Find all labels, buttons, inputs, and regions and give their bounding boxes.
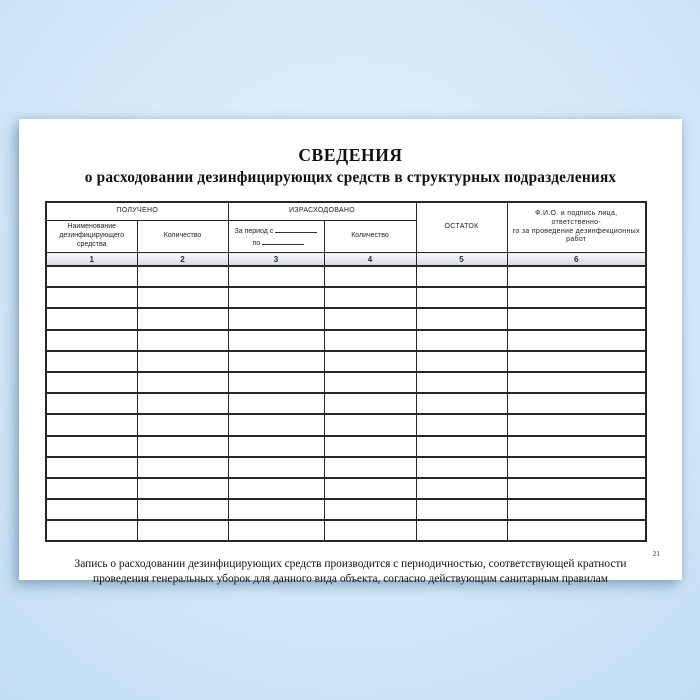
empty-cell — [324, 393, 416, 414]
empty-cell — [416, 287, 507, 308]
table-row — [46, 520, 646, 541]
empty-cell — [324, 287, 416, 308]
empty-cell — [507, 308, 646, 329]
empty-cell — [507, 372, 646, 393]
table-row — [46, 308, 646, 329]
header-received: ПОЛУЧЕНО — [46, 202, 228, 221]
table-row — [46, 414, 646, 435]
table-row — [46, 266, 646, 287]
period-to-label: по — [235, 237, 321, 249]
table-row — [46, 393, 646, 414]
empty-cell — [137, 520, 228, 541]
empty-cell — [228, 436, 324, 457]
column-number: 2 — [137, 253, 228, 267]
empty-cell — [137, 372, 228, 393]
empty-cell — [416, 478, 507, 499]
footnote-line1: Запись о расходовании дезинфицирующих средств производится с периодичностью, соответствующей кратности — [74, 558, 627, 571]
empty-cell — [46, 436, 137, 457]
document-page — [19, 119, 682, 585]
header-fio-line1: Ф.И.О. и подпись лица, ответственно- — [535, 210, 618, 226]
empty-cell — [507, 457, 646, 478]
empty-cell — [228, 414, 324, 435]
empty-cell — [228, 499, 324, 520]
empty-cell — [416, 520, 507, 541]
period-from-blank — [275, 225, 317, 233]
empty-cell — [46, 287, 137, 308]
empty-cell — [228, 330, 324, 351]
page-subtitle: о расходовании дезинфицирующих средств в структурных подразделениях — [84, 169, 617, 186]
page-number: 21 — [652, 549, 660, 558]
empty-cell — [228, 308, 324, 329]
footnote — [19, 557, 682, 586]
empty-cell — [228, 457, 324, 478]
header-quantity-received: Количество — [137, 221, 228, 253]
empty-cell — [46, 478, 137, 499]
empty-cell — [46, 457, 137, 478]
empty-cell — [507, 266, 646, 287]
empty-cell — [416, 308, 507, 329]
empty-cell — [46, 499, 137, 520]
table-row — [46, 436, 646, 457]
empty-cell — [507, 287, 646, 308]
empty-cell — [46, 266, 137, 287]
empty-cell — [507, 414, 646, 435]
table-row — [46, 372, 646, 393]
empty-cell — [46, 414, 137, 435]
empty-cell — [324, 330, 416, 351]
empty-cell — [324, 478, 416, 499]
table-row — [46, 478, 646, 499]
empty-cell — [416, 499, 507, 520]
empty-cell — [416, 330, 507, 351]
empty-cell — [507, 499, 646, 520]
header-name: Наименование дезинфицирующего средства — [46, 221, 137, 253]
empty-cell — [137, 457, 228, 478]
empty-cell — [507, 351, 646, 372]
column-number: 3 — [228, 253, 324, 267]
table-row — [46, 330, 646, 351]
table-row — [46, 287, 646, 308]
empty-cell — [46, 351, 137, 372]
empty-cell — [228, 393, 324, 414]
empty-cell — [324, 266, 416, 287]
empty-cell — [324, 436, 416, 457]
header-remainder: ОСТАТОК — [416, 202, 507, 253]
empty-cell — [137, 436, 228, 457]
empty-cell — [416, 436, 507, 457]
empty-cell — [137, 308, 228, 329]
column-number-row — [46, 253, 646, 267]
empty-cell — [228, 520, 324, 541]
empty-cell — [228, 287, 324, 308]
empty-cell — [324, 499, 416, 520]
empty-cell — [416, 372, 507, 393]
footnote-line2: проведения генеральных уборок для данного вида объекта, согласно действующим санитарным правилам — [93, 572, 608, 585]
table-row — [46, 499, 646, 520]
header-spent: ИЗРАСХОДОВАНО — [228, 202, 416, 221]
empty-cell — [46, 308, 137, 329]
empty-cell — [416, 351, 507, 372]
empty-cell — [137, 351, 228, 372]
empty-cell — [416, 266, 507, 287]
empty-cell — [46, 520, 137, 541]
empty-cell — [507, 520, 646, 541]
empty-cell — [137, 393, 228, 414]
empty-cell — [46, 330, 137, 351]
empty-cell — [416, 457, 507, 478]
column-number: 5 — [416, 253, 507, 267]
header-fio — [507, 202, 646, 253]
empty-cell — [416, 393, 507, 414]
empty-cell — [137, 330, 228, 351]
empty-cell — [324, 520, 416, 541]
empty-cell — [507, 436, 646, 457]
empty-cell — [324, 351, 416, 372]
header-quantity-spent: Количество — [324, 221, 416, 253]
period-to-blank — [262, 237, 304, 245]
disinfectant-log-table — [45, 201, 647, 542]
empty-cell — [507, 330, 646, 351]
table-row — [46, 457, 646, 478]
empty-cell — [46, 372, 137, 393]
empty-cell — [416, 414, 507, 435]
empty-cell — [324, 457, 416, 478]
table-row — [46, 351, 646, 372]
group-header-row — [46, 202, 646, 221]
header-fio-line2: го за проведение дезинфекционных — [512, 227, 640, 235]
column-number: 4 — [324, 253, 416, 267]
empty-cell — [324, 372, 416, 393]
table-body — [46, 266, 646, 541]
empty-cell — [228, 351, 324, 372]
empty-cell — [137, 478, 228, 499]
empty-cell — [137, 287, 228, 308]
empty-cell — [507, 393, 646, 414]
column-number: 6 — [507, 253, 646, 267]
empty-cell — [137, 499, 228, 520]
empty-cell — [137, 414, 228, 435]
header-fio-line3: работ — [566, 236, 587, 244]
empty-cell — [46, 393, 137, 414]
empty-cell — [228, 478, 324, 499]
empty-cell — [228, 266, 324, 287]
empty-cell — [324, 308, 416, 329]
period-from-label: За период с — [235, 225, 321, 237]
page-title: СВЕДЕНИЯ — [298, 145, 403, 165]
empty-cell — [228, 372, 324, 393]
column-number: 1 — [46, 253, 137, 267]
header-period — [228, 221, 324, 253]
empty-cell — [507, 478, 646, 499]
empty-cell — [137, 266, 228, 287]
empty-cell — [324, 414, 416, 435]
